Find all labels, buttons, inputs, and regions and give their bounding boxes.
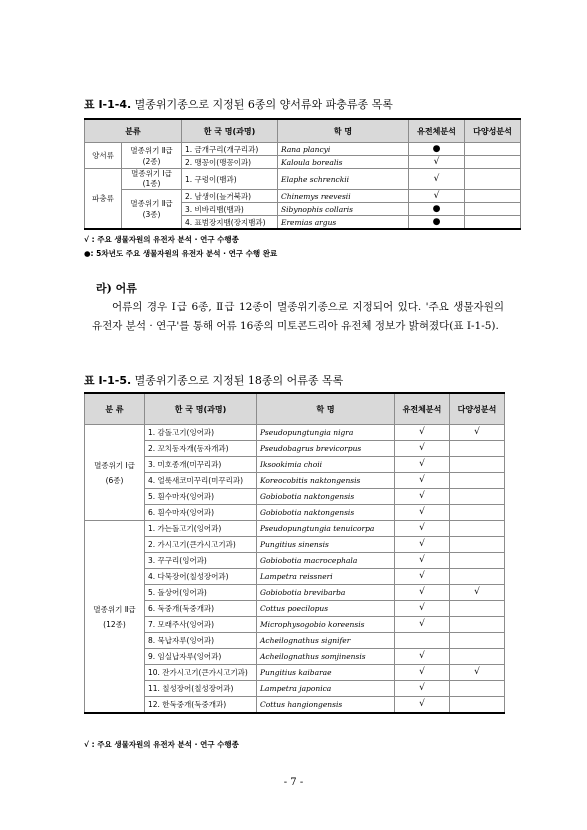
genome-mark: √ [395,585,450,601]
korean-name: 4. 표범장지뱀(장지뱀과) [182,216,278,230]
group-grade: 멸종위기 Ⅱ급 (3종) [122,190,182,230]
scientific-name: Elaphe schrenckii [278,169,409,190]
table-row [85,457,505,473]
diversity-mark [450,553,505,569]
scientific-name: Chinemys reevesii [278,190,409,203]
korean-name: 6. 둑중개(둑중개과) [145,601,257,617]
korean-name: 8. 묵납자루(잉어과) [145,633,257,649]
header-genome: 유전체분석 [395,393,450,425]
scientific-name: Cottus hangiongensis [257,697,395,714]
header-category: 분류 [85,119,182,143]
korean-name: 7. 모래주사(잉어과) [145,617,257,633]
diversity-mark: √ [450,585,505,601]
scientific-name: Kaloula borealis [278,156,409,169]
genome-mark: √ [395,489,450,505]
table-row [85,681,505,697]
korean-name: 2. 꼬치동자개(동자개과) [145,441,257,457]
genome-mark: √ [395,649,450,665]
diversity-mark [465,156,521,169]
section-heading: 라) 어류 [96,282,137,295]
scientific-name: Microphysogobio koreensis [257,617,395,633]
header-category: 분 류 [85,393,145,425]
korean-name: 2. 남생이(늪거북과) [182,190,278,203]
table-row [85,617,505,633]
scientific-name: Lampetra reissneri [257,569,395,585]
korean-name: 4. 얼룩새코미꾸리(미꾸리과) [145,473,257,489]
scientific-name: Acheilognathus somjinensis [257,649,395,665]
scientific-name: Eremias argus [278,216,409,230]
korean-name: 2. 맹꽁이(맹꽁이과) [182,156,278,169]
genome-mark: ● [409,143,465,156]
table-row [85,537,505,553]
group-grade2: 멸종위기 Ⅱ급 (12종) [85,521,145,714]
table2-note-check: √ : 주요 생물자원의 유전자 분석 · 연구 수행종 [84,740,239,749]
table1-caption [84,96,393,112]
scientific-name: Koreocobitis naktongensis [257,473,395,489]
group-grade: 멸종위기 Ⅱ급 (2종) [122,143,182,169]
header-genome: 유전체분석 [409,119,465,143]
diversity-mark [450,489,505,505]
diversity-mark: √ [450,425,505,441]
table-row [85,553,505,569]
scientific-name: Pungitius sinensis [257,537,395,553]
header-korean-name: 한 국 명(과명) [182,119,278,143]
table-row [85,169,521,190]
table1 [84,118,521,230]
table1-note-check: √ : 주요 생물자원의 유전자 분석 · 연구 수행종 [84,235,239,244]
scientific-name: Gobiobotia naktongensis [257,505,395,521]
header-scientific-name: 학 명 [278,119,409,143]
korean-name: 3. 꾸구리(잉어과) [145,553,257,569]
table-row [85,633,505,649]
genome-mark: √ [395,665,450,681]
korean-name: 1. 금개구리(개구리과) [182,143,278,156]
diversity-mark [450,681,505,697]
genome-mark: √ [395,681,450,697]
genome-mark [395,633,450,649]
scientific-name: Rana plancyi [278,143,409,156]
header-diversity: 다양성분석 [450,393,505,425]
group-amphibia: 양서류 [85,143,122,169]
table-row [85,569,505,585]
scientific-name: Sibynophis collaris [278,203,409,216]
table-row [85,521,505,537]
scientific-name: Pseudopungtungia tenuicorpa [257,521,395,537]
scientific-name: Lampetra japonica [257,681,395,697]
genome-mark: √ [395,441,450,457]
genome-mark: √ [395,617,450,633]
table-row [85,473,505,489]
scientific-name: Pungitius kaibarae [257,665,395,681]
scientific-name: Pseudobagrus brevicorpus [257,441,395,457]
genome-mark: √ [409,156,465,169]
scientific-name: Acheilognathus signifer [257,633,395,649]
korean-name: 4. 다묵장어(칠성장어과) [145,569,257,585]
diversity-mark [450,537,505,553]
table-row [85,143,521,156]
section-paragraph: 어류의 경우 Ⅰ급 6종, Ⅱ급 12종이 멸종위기종으로 지정되어 있다. '주요 생물자원의 유전자 분석 · 연구'를 통해 어류 16종의 미토콘드리아 유전체 정보가 밝혀졌다(표 Ⅰ-1-5). [92,301,504,332]
group-grade: 멸종위기 Ⅰ급 (1종) [122,169,182,190]
korean-name: 1. 구렁이(뱀과) [182,169,278,190]
diversity-mark [450,457,505,473]
table-row [85,441,505,457]
diversity-mark [450,473,505,489]
diversity-mark [465,169,521,190]
korean-name: 1. 감돌고기(잉어과) [145,425,257,441]
korean-name: 11. 칠성장어(칠성장어과) [145,681,257,697]
diversity-mark [450,569,505,585]
group-grade1: 멸종위기 Ⅰ급 (6종) [85,425,145,521]
genome-mark: ● [409,216,465,230]
korean-name: 12. 한둑중개(둑중개과) [145,697,257,714]
genome-mark: √ [395,569,450,585]
table-row [85,489,505,505]
table1-caption-text: 멸종위기종으로 지정된 6종의 양서류와 파충류종 목록 [131,98,393,111]
diversity-mark [450,617,505,633]
korean-name: 5. 흰수마자(잉어과) [145,489,257,505]
page-number: - 7 - [283,777,304,788]
diversity-mark [450,633,505,649]
diversity-mark [450,649,505,665]
header-scientific-name: 학 명 [257,393,395,425]
scientific-name: Gobiobotia brevibarba [257,585,395,601]
table-row [85,505,505,521]
diversity-mark: √ [450,665,505,681]
table-row [85,697,505,714]
korean-name: 3. 비바리뱀(뱀과) [182,203,278,216]
korean-name: 2. 가시고기(큰가시고기과) [145,537,257,553]
genome-mark: √ [395,505,450,521]
table2-caption-label: 표 Ⅰ-1-5. [84,374,132,387]
diversity-mark [465,190,521,203]
diversity-mark [450,697,505,714]
table1-caption-label: 표 Ⅰ-1-4. [84,98,132,111]
group-reptilia: 파충류 [85,169,122,230]
korean-name: 10. 잔가시고기(큰가시고기과) [145,665,257,681]
table2 [84,392,505,714]
diversity-mark [450,601,505,617]
table1-header-row [85,119,521,143]
genome-mark: √ [395,521,450,537]
table2-caption [84,372,343,388]
table-row [85,649,505,665]
diversity-mark [465,143,521,156]
genome-mark: √ [395,553,450,569]
table-row [85,585,505,601]
scientific-name: Gobiobotia naktongensis [257,489,395,505]
table1-note-dot: ●: 5차년도 주요 생물자원의 유전자 분석 · 연구 수행 완료 [84,249,278,258]
diversity-mark [465,203,521,216]
table-row [85,190,521,203]
scientific-name: Gobiobotia macrocephala [257,553,395,569]
genome-mark: √ [395,457,450,473]
table-row [85,601,505,617]
korean-name: 9. 임실납자루(잉어과) [145,649,257,665]
genome-mark: ● [409,203,465,216]
header-korean-name: 한 국 명(과명) [145,393,257,425]
genome-mark: √ [395,425,450,441]
scientific-name: Pseudopungtungia nigra [257,425,395,441]
table2-header-row [85,393,505,425]
diversity-mark [450,521,505,537]
genome-mark: √ [395,537,450,553]
table-row [85,665,505,681]
genome-mark: √ [409,169,465,190]
genome-mark: √ [409,190,465,203]
genome-mark: √ [395,697,450,714]
header-diversity: 다양성분석 [465,119,521,143]
korean-name: 5. 돌상어(잉어과) [145,585,257,601]
genome-mark: √ [395,473,450,489]
diversity-mark [450,505,505,521]
genome-mark: √ [395,601,450,617]
korean-name: 3. 미호종개(미꾸리과) [145,457,257,473]
scientific-name: Iksookimia choii [257,457,395,473]
scientific-name: Cottus poecilopus [257,601,395,617]
korean-name: 1. 가는돌고기(잉어과) [145,521,257,537]
diversity-mark [465,216,521,230]
diversity-mark [450,441,505,457]
table-row [85,425,505,441]
table2-caption-text: 멸종위기종으로 지정된 18종의 어류종 목록 [131,374,344,387]
korean-name: 6. 흰수마자(잉어과) [145,505,257,521]
